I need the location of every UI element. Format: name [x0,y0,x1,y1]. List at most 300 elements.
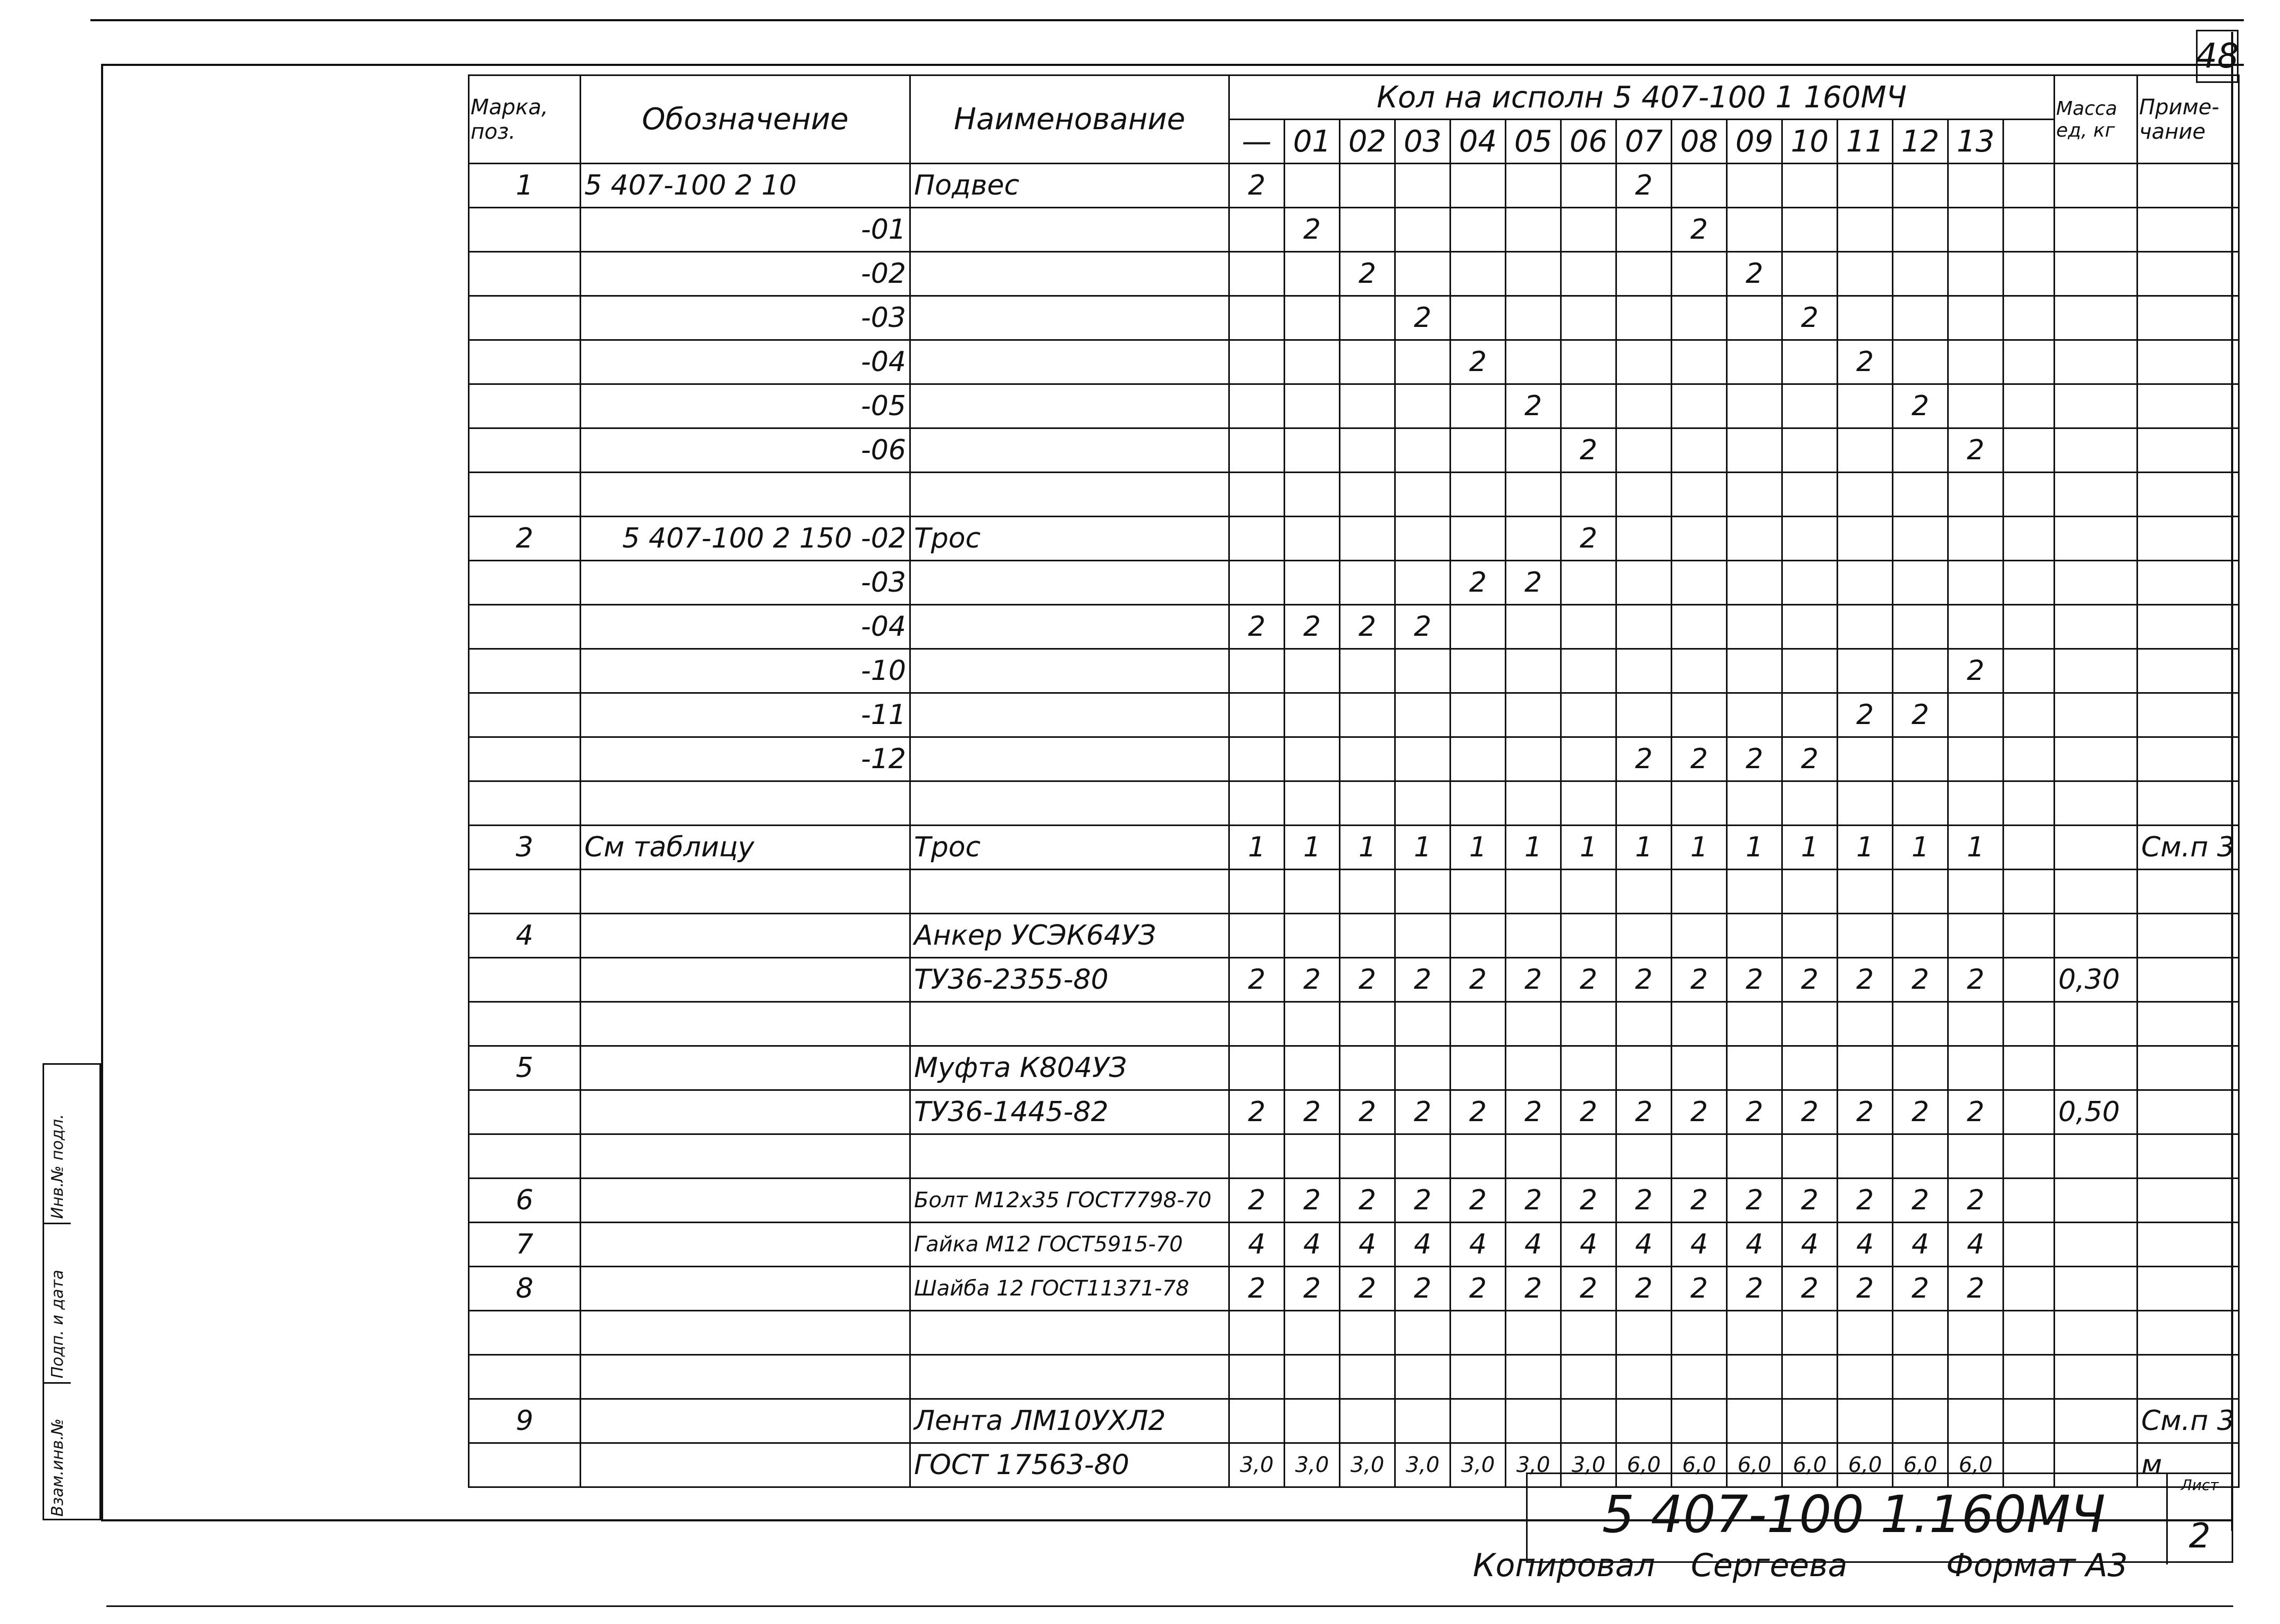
qty-cell [1561,164,1616,208]
qty-cell [1838,649,1893,693]
qty-cell: 4 [1893,1223,1948,1267]
qty-cell [1782,164,1838,208]
qty-cell: 4 [1727,1223,1782,1267]
qty-cell: 2 [1672,1090,1727,1134]
qty-cell: 2 [1616,737,1672,781]
qty-cell: 2 [1451,958,1506,1002]
name-cell [910,737,1229,781]
header-designation: Обозначение [581,75,910,164]
qty-cell: 3,0 [1506,1443,1561,1487]
qty-cell [1616,1311,1672,1355]
qty-cell [1395,1002,1451,1046]
name-cell [910,384,1229,428]
qty-spacer-cell [2004,649,2055,693]
qty-cell: 4 [1229,1223,1285,1267]
qty-cell [1893,561,1948,605]
qty-cell [1893,517,1948,561]
note-cell [2138,1090,2239,1134]
qty-cell: 6,0 [1672,1443,1727,1487]
designation-cell [581,1090,910,1134]
qty-cell [1451,384,1506,428]
qty-cell [1893,296,1948,340]
qty-cell [1727,208,1782,252]
qty-cell [1340,1046,1395,1090]
table-row [469,1399,2239,1443]
qty-cell [1395,164,1451,208]
qty-cell [1340,914,1395,958]
qty-cell: 2 [1948,1267,2004,1311]
qty-cell: 4 [1451,1223,1506,1267]
note-cell: См.п 3 [2138,1399,2239,1443]
table-row [469,164,2239,208]
mark-cell [469,1090,581,1134]
note-cell [2138,428,2239,473]
qty-cell [1451,693,1506,737]
qty-cell [1395,870,1451,914]
qty-cell [1727,1134,1782,1179]
qty-cell: 2 [1285,1267,1340,1311]
table-row [469,693,2239,737]
mark-cell [469,1443,581,1487]
mass-cell [2055,1046,2138,1090]
table-row [469,826,2239,870]
qty-cell [1340,473,1395,517]
qty-cell [1893,340,1948,384]
qty-cell [1229,1355,1285,1399]
qty-cell: 2 [1727,1179,1782,1223]
qty-cell [1395,1046,1451,1090]
variant-header-13: 13 [1948,120,2004,164]
qty-cell: 2 [1561,517,1616,561]
note-cell [2138,693,2239,737]
qty-cell: 2 [1395,605,1451,649]
designation-cell [581,1399,910,1443]
mass-cell [2055,428,2138,473]
qty-cell [1782,605,1838,649]
qty-cell [1782,517,1838,561]
qty-cell [1506,693,1561,737]
qty-cell [1948,605,2004,649]
designation-cell [581,1355,910,1399]
qty-cell [1451,737,1506,781]
variant-header-9: 09 [1727,120,1782,164]
qty-cell [1451,914,1506,958]
qty-cell [1838,473,1893,517]
qty-cell: 2 [1285,208,1340,252]
note-cell [2138,384,2239,428]
note-cell [2138,1046,2239,1090]
qty-cell [1893,473,1948,517]
qty-cell: 3,0 [1451,1443,1506,1487]
name-cell [910,1002,1229,1046]
qty-cell [1229,428,1285,473]
qty-cell [1506,1311,1561,1355]
qty-cell [1893,1399,1948,1443]
qty-cell [1727,561,1782,605]
qty-cell [1506,1002,1561,1046]
qty-cell: 2 [1561,1179,1616,1223]
qty-cell [1561,252,1616,296]
qty-cell [1782,561,1838,605]
mark-cell [469,737,581,781]
qty-cell: 2 [1616,1179,1672,1223]
table-row [469,781,2239,826]
qty-cell [1395,1311,1451,1355]
qty-cell: 2 [1893,384,1948,428]
qty-cell [1506,1046,1561,1090]
qty-cell [1672,914,1727,958]
qty-cell [1561,693,1616,737]
qty-cell [1782,649,1838,693]
name-cell [910,561,1229,605]
qty-cell: 2 [1395,1090,1451,1134]
qty-cell [1616,693,1672,737]
qty-cell: 2 [1506,561,1561,605]
qty-cell [1782,1134,1838,1179]
qty-cell [1229,693,1285,737]
qty-cell [1340,1311,1395,1355]
designation-cell: 5 407-100 2 150 -02 [581,517,910,561]
designation-cell [581,1134,910,1179]
qty-cell: 2 [1616,164,1672,208]
table-row [469,1311,2239,1355]
note-cell [2138,1223,2239,1267]
mark-cell: 2 [469,517,581,561]
qty-cell [1451,1355,1506,1399]
variant-header-8: 08 [1672,120,1727,164]
qty-cell: 1 [1727,826,1782,870]
qty-spacer-cell [2004,1355,2055,1399]
mass-cell [2055,208,2138,252]
qty-cell [1616,517,1672,561]
qty-cell [1893,870,1948,914]
qty-cell: 3,0 [1561,1443,1616,1487]
mass-cell [2055,164,2138,208]
qty-cell: 2 [1672,208,1727,252]
qty-cell [1285,517,1340,561]
qty-cell: 2 [1782,296,1838,340]
qty-cell [1838,605,1893,649]
mark-cell: 4 [469,914,581,958]
name-cell: Трос [910,826,1229,870]
stamp-text-inventory: Инв.№ подл. [48,1114,67,1219]
qty-cell [1948,914,2004,958]
qty-cell [1340,693,1395,737]
qty-cell [1893,428,1948,473]
stamp-text-replace: Взам.инв.№ [48,1418,67,1517]
qty-spacer-cell [2004,1311,2055,1355]
qty-cell [1285,252,1340,296]
qty-cell [1340,561,1395,605]
qty-cell [1561,1002,1616,1046]
qty-cell [1229,1399,1285,1443]
qty-cell: 3,0 [1340,1443,1395,1487]
qty-cell: 6,0 [1727,1443,1782,1487]
designation-cell [581,1002,910,1046]
note-cell [2138,1267,2239,1311]
qty-cell: 2 [1782,1179,1838,1223]
qty-cell [1672,340,1727,384]
qty-cell [1451,1134,1506,1179]
top-border [90,19,2244,21]
qty-cell: 2 [1506,958,1561,1002]
qty-cell [1948,340,2004,384]
qty-cell [1506,296,1561,340]
variant-header-11: 11 [1838,120,1893,164]
qty-spacer-cell [2004,1090,2055,1134]
qty-cell: 2 [1395,1267,1451,1311]
mass-cell [2055,649,2138,693]
name-cell: Болт М12х35 ГОСТ7798-70 [910,1179,1229,1223]
designation-cell [581,1267,910,1311]
designation-cell [581,1443,910,1487]
qty-cell [1782,340,1838,384]
header-name: Наименование [910,75,1229,164]
mass-cell [2055,561,2138,605]
note-cell [2138,1002,2239,1046]
qty-cell [1893,605,1948,649]
name-cell: Анкер УСЭК64УЗ [910,914,1229,958]
qty-cell [1672,384,1727,428]
qty-cell [1727,1399,1782,1443]
qty-cell [1616,1355,1672,1399]
qty-cell: 6,0 [1948,1443,2004,1487]
name-cell: Муфта К804УЗ [910,1046,1229,1090]
qty-cell [1727,605,1782,649]
mark-cell [469,781,581,826]
qty-cell [1285,340,1340,384]
qty-spacer-cell [2004,1223,2055,1267]
qty-cell: 2 [1838,693,1893,737]
qty-spacer-cell [2004,958,2055,1002]
qty-spacer-cell [2004,781,2055,826]
name-cell [910,428,1229,473]
mass-cell [2055,1399,2138,1443]
qty-cell [1229,561,1285,605]
note-cell [2138,561,2239,605]
qty-cell [1285,1046,1340,1090]
qty-cell [1616,208,1672,252]
qty-cell [1782,252,1838,296]
table-row [469,870,2239,914]
qty-cell: 2 [1506,384,1561,428]
table-row [469,473,2239,517]
qty-cell [1451,605,1506,649]
qty-cell [1782,1046,1838,1090]
qty-cell [1229,1046,1285,1090]
name-cell: ТУ36-2355-80 [910,958,1229,1002]
qty-cell: 2 [1229,1267,1285,1311]
qty-cell [1506,605,1561,649]
mark-cell [469,1311,581,1355]
qty-cell [1782,384,1838,428]
table-row [469,340,2239,384]
copied-label: Копировал [1473,1547,1655,1584]
qty-cell [1727,164,1782,208]
table-row [469,561,2239,605]
qty-cell: 2 [1451,1179,1506,1223]
qty-cell [1838,1046,1893,1090]
qty-cell [1395,384,1451,428]
qty-cell [1229,870,1285,914]
table-row [469,296,2239,340]
qty-cell [1506,1399,1561,1443]
note-cell [2138,870,2239,914]
format-label: Формат А3 [1946,1547,2128,1584]
qty-cell: 2 [1285,958,1340,1002]
qty-cell [1838,296,1893,340]
qty-cell: 2 [1672,737,1727,781]
qty-cell: 2 [1727,958,1782,1002]
qty-cell [1616,649,1672,693]
qty-cell: 4 [1782,1223,1838,1267]
qty-cell [1893,208,1948,252]
qty-spacer-cell [2004,428,2055,473]
qty-cell [1285,737,1340,781]
qty-cell: 2 [1229,164,1285,208]
qty-cell [1727,473,1782,517]
qty-cell [1616,1002,1672,1046]
mark-cell: 6 [469,1179,581,1223]
qty-cell [1395,693,1451,737]
designation-cell: -04 [581,340,910,384]
variant-header-5: 05 [1506,120,1561,164]
variant-header-0: — [1229,120,1285,164]
qty-cell [1561,1134,1616,1179]
qty-spacer-cell [2004,914,2055,958]
qty-cell [1506,1355,1561,1399]
document-code: 5 407-100 1.160МЧ [1602,1485,2106,1544]
qty-cell [1285,1134,1340,1179]
note-cell [2138,781,2239,826]
mark-cell: 9 [469,1399,581,1443]
qty-cell [1727,1046,1782,1090]
qty-cell [1506,914,1561,958]
qty-cell: 4 [1672,1223,1727,1267]
mass-cell [2055,384,2138,428]
qty-cell [1948,517,2004,561]
note-cell: См.п 3 [2138,826,2239,870]
header-mark: Марка, поз. [469,75,581,164]
qty-cell [1672,252,1727,296]
qty-cell [1285,561,1340,605]
qty-cell [1838,428,1893,473]
qty-cell [1727,296,1782,340]
qty-cell: 4 [1506,1223,1561,1267]
qty-cell [1782,870,1838,914]
qty-cell [1506,473,1561,517]
mass-cell [2055,1267,2138,1311]
table-row [469,1223,2239,1267]
qty-cell [1672,473,1727,517]
mass-cell [2055,826,2138,870]
designation-cell [581,1179,910,1223]
mark-cell [469,340,581,384]
name-cell [910,605,1229,649]
specification-table [468,74,2240,1488]
qty-cell [1948,781,2004,826]
qty-cell: 1 [1229,826,1285,870]
qty-cell [1838,561,1893,605]
qty-cell: 2 [1451,561,1506,605]
qty-cell: 2 [1506,1090,1561,1134]
mark-cell [469,693,581,737]
qty-cell: 6,0 [1782,1443,1838,1487]
qty-cell [1561,1399,1616,1443]
mark-cell [469,473,581,517]
note-cell [2138,473,2239,517]
qty-cell: 1 [1340,826,1395,870]
qty-cell [1340,517,1395,561]
qty-cell [1340,1355,1395,1399]
qty-cell: 2 [1340,1090,1395,1134]
table-row [469,1267,2239,1311]
qty-cell: 2 [1451,340,1506,384]
qty-cell [1893,1046,1948,1090]
qty-cell: 2 [1948,428,2004,473]
qty-cell [1948,164,2004,208]
qty-cell: 2 [1616,958,1672,1002]
name-cell [910,296,1229,340]
stamp-cell-replace [44,1384,71,1522]
qty-cell [1506,164,1561,208]
table-row [469,1134,2239,1179]
qty-cell [1838,1355,1893,1399]
qty-spacer-cell [2004,517,2055,561]
qty-cell [1616,384,1672,428]
qty-cell [1285,1355,1340,1399]
qty-cell [1838,517,1893,561]
qty-cell [1561,384,1616,428]
qty-cell [1506,252,1561,296]
qty-cell [1561,340,1616,384]
qty-cell [1561,296,1616,340]
qty-cell [1616,1046,1672,1090]
qty-cell: 2 [1285,1090,1340,1134]
qty-cell [1395,252,1451,296]
note-cell [2138,296,2239,340]
qty-spacer-cell [2004,826,2055,870]
qty-cell [1506,428,1561,473]
qty-cell [1395,208,1451,252]
qty-cell [1506,340,1561,384]
variant-header-1: 01 [1285,120,1340,164]
qty-cell [1229,1134,1285,1179]
table-row [469,208,2239,252]
qty-cell [1838,1002,1893,1046]
qty-cell [1616,1134,1672,1179]
name-cell [910,693,1229,737]
qty-cell [1340,164,1395,208]
qty-cell [1782,1399,1838,1443]
note-cell [2138,649,2239,693]
qty-cell [1451,428,1506,473]
qty-cell [1893,914,1948,958]
variant-header-7: 07 [1616,120,1672,164]
designation-cell: -12 [581,737,910,781]
name-cell [910,1311,1229,1355]
qty-cell [1782,1311,1838,1355]
qty-cell: 2 [1893,958,1948,1002]
qty-cell [1727,693,1782,737]
qty-cell [1838,1399,1893,1443]
qty-cell: 1 [1893,826,1948,870]
qty-cell [1506,208,1561,252]
qty-cell [1229,914,1285,958]
sheet-box [2166,1474,2232,1564]
qty-cell [1616,296,1672,340]
qty-cell [1616,428,1672,473]
